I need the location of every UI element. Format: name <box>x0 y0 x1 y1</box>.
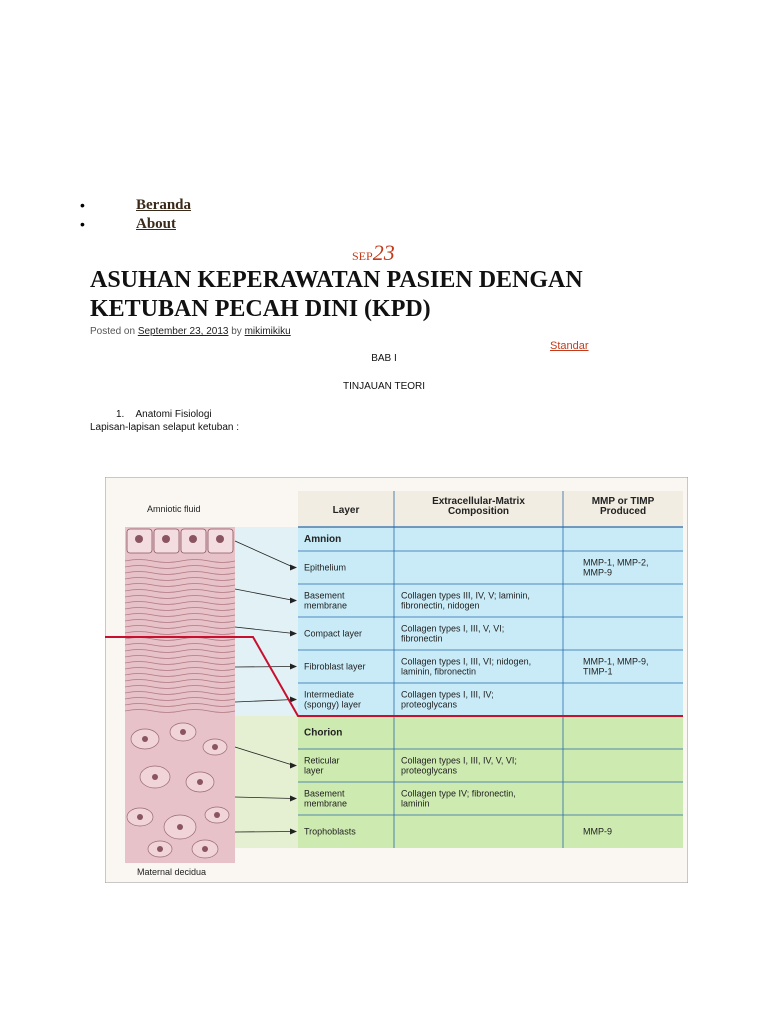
layer-cell: Basement membrane <box>304 590 348 611</box>
cell-nucleus <box>177 824 183 830</box>
post-date-link[interactable]: September 23, 2013 <box>137 326 229 337</box>
ecm-cell: Collagen types III, IV, V; laminin, fibronectin, nidogen <box>401 590 530 611</box>
layer-cell: Fibroblast layer <box>304 661 366 672</box>
maternal-decidua-label: Maternal decidua <box>137 867 207 877</box>
pointer-line <box>235 832 294 833</box>
cell-nucleus <box>157 846 163 852</box>
cell-nucleus <box>152 774 158 780</box>
list-item-number: 1. <box>116 409 125 420</box>
membrane-layers-figure <box>105 477 688 883</box>
amniotic-fluid-label: Amniotic fluid <box>147 504 201 514</box>
post-date-day: 23 <box>372 240 395 265</box>
layer-cell: Basement membrane <box>304 788 348 809</box>
ecm-cell: Collagen types I, III, IV, V, VI; proteoglycans <box>401 755 517 776</box>
layer-cell: Compact layer <box>304 628 363 639</box>
post-title: ASUHAN KEPERAWATAN PASIEN DENGAN KETUBAN PECAH DINI (KPD) <box>90 267 583 322</box>
cell-nucleus <box>216 535 224 543</box>
cell-nucleus <box>162 535 170 543</box>
mmp-cell: MMP-1, MMP-2, MMP-9 <box>583 557 649 578</box>
pointer-line <box>235 667 294 668</box>
cell-nucleus <box>180 729 186 735</box>
cell-nucleus <box>137 814 143 820</box>
cell-nucleus <box>197 779 203 785</box>
ecm-cell: Collagen types I, III, V, VI; fibronectin <box>401 623 505 644</box>
list-item-text: Anatomi Fisiologi <box>135 409 212 420</box>
layer-cell: Amnion <box>304 534 342 545</box>
nav-link-beranda[interactable]: Beranda <box>136 197 192 213</box>
amnion-side-tint <box>225 527 298 716</box>
post-date-month: SEP <box>352 249 373 263</box>
layer-cell: Intermediate (spongy) layer <box>304 689 362 710</box>
layer-cell: Chorion <box>304 727 343 739</box>
cell-nucleus <box>214 812 220 818</box>
chorion-side-tint <box>225 716 298 848</box>
ecm-cell: Collagen type IV; fibronectin, laminin <box>401 788 516 809</box>
post-meta <box>90 326 291 337</box>
cell-nucleus <box>212 744 218 750</box>
cell-nucleus <box>189 535 197 543</box>
post-format-link[interactable]: Standar <box>550 340 589 352</box>
mmp-cell: MMP-9 <box>583 826 612 837</box>
mmp-cell: MMP-1, MMP-9, TIMP-1 <box>583 656 649 677</box>
layer-cell: Epithelium <box>304 562 347 573</box>
table-header-2: MMP or TIMP Produced <box>591 496 655 517</box>
amnion-section-bg <box>298 527 683 716</box>
layer-cell: Reticular layer <box>304 755 340 776</box>
ecm-cell: Collagen types I, III, IV; proteoglycans <box>401 689 494 710</box>
cell-nucleus <box>135 535 143 543</box>
cell-nucleus <box>142 736 148 742</box>
table-header-0: Layer <box>332 505 360 516</box>
cell-nucleus <box>202 846 208 852</box>
author-link[interactable]: mikimikiku <box>244 326 291 337</box>
chapter-subtitle: TINJAUAN TEORI <box>342 381 426 392</box>
layer-cell: Trophoblasts <box>304 826 356 837</box>
table-header-1: Extracellular-Matrix Composition <box>432 496 525 517</box>
ecm-cell: Collagen types I, III, VI; nidogen, laminin, fibronectin <box>401 656 532 677</box>
by-text: by <box>231 326 242 337</box>
posted-on-text: Posted on <box>90 326 136 337</box>
nav-link-about[interactable]: About <box>136 216 177 232</box>
list-item <box>116 409 212 420</box>
post-date-badge <box>352 240 395 266</box>
paragraph: Lapisan-lapisan selaput ketuban : <box>90 422 239 433</box>
chapter-heading: BAB I <box>371 353 397 364</box>
